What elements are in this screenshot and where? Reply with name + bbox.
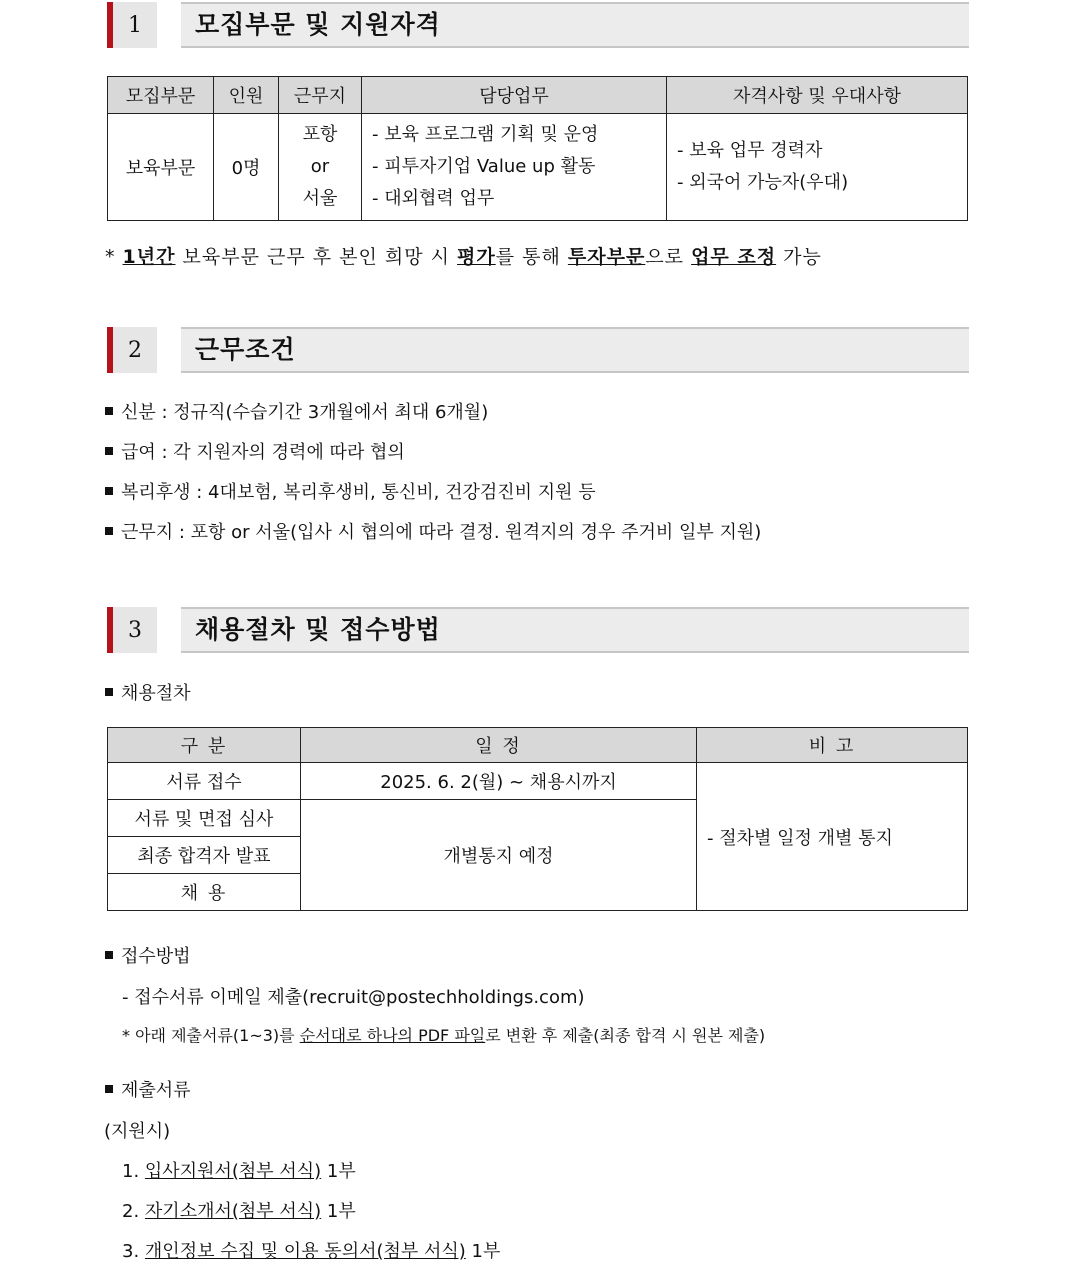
- note-text: 가능: [776, 246, 822, 268]
- section-1-number: 1: [107, 2, 157, 48]
- section-3-bar: [181, 607, 969, 653]
- doc-qty: 1부: [471, 1241, 501, 1262]
- cell-duties: [362, 114, 667, 221]
- method-label-text: 접수방법: [121, 946, 191, 967]
- qualification-item: - 외국어 가능자(우대): [677, 172, 849, 193]
- bullet-square-icon: [105, 447, 113, 455]
- doc-qty: 1부: [326, 1201, 356, 1222]
- step-cell: 서류 접수: [108, 763, 301, 800]
- doc-item: [122, 1157, 356, 1183]
- section-3-title: 채용절차 및 접수방법: [195, 615, 441, 644]
- doc-item: [122, 1237, 500, 1263]
- doc-qty: 1부: [326, 1161, 356, 1182]
- remark-cell: - 절차별 일정 개별 통지: [697, 763, 968, 911]
- condition-item: [105, 438, 405, 464]
- method-note-emphasis: 순서대로 하나의 PDF 파일: [299, 1026, 486, 1045]
- duty-item: - 피투자기업 Value up 활동: [372, 156, 596, 177]
- location-line: or: [310, 156, 330, 177]
- note-duration: 1년간: [122, 246, 176, 268]
- procedure-label: [105, 679, 191, 705]
- cell-count: 0명: [214, 114, 279, 221]
- section-2-title: 근무조건: [195, 335, 296, 364]
- header-category: 구 분: [108, 728, 301, 763]
- section-3-number: 3: [107, 607, 157, 653]
- section-2-header: [107, 327, 969, 373]
- note-text: 를 통해: [495, 246, 568, 268]
- note-adjustment: 업무 조정: [691, 246, 777, 268]
- condition-text: 근무지 : 포항 or 서울(입사 시 협의에 따라 결정. 원격지의 경우 주거비 일부 지원): [121, 522, 762, 543]
- bullet-square-icon: [105, 407, 113, 415]
- header-remark: 비 고: [697, 728, 968, 763]
- schedule-cell: 2025. 6. 2(월) ~ 채용시까지: [301, 763, 697, 800]
- header-duties: 담당업무: [362, 77, 667, 114]
- header-qualifications: 자격사항 및 우대사항: [667, 77, 968, 114]
- condition-item: [105, 398, 488, 424]
- section-2-bar: [181, 327, 969, 373]
- header-location: 근무지: [279, 77, 362, 114]
- bullet-square-icon: [105, 1085, 113, 1093]
- section-1-header: [107, 2, 969, 48]
- bullet-square-icon: [105, 951, 113, 959]
- header-schedule: 일 정: [301, 728, 697, 763]
- condition-text: 급여 : 각 지원자의 경력에 따라 협의: [121, 442, 405, 463]
- condition-item: [105, 518, 761, 544]
- header-count: 인원: [214, 77, 279, 114]
- docs-sub: (지원시): [104, 1121, 171, 1142]
- docs-label: [105, 1076, 191, 1102]
- section-1-bar: [181, 2, 969, 48]
- cell-qualifications: [667, 114, 968, 221]
- procedure-label-text: 채용절차: [121, 683, 191, 704]
- bullet-square-icon: [105, 487, 113, 495]
- step-cell: 채 용: [108, 874, 301, 911]
- header-division: 모집부문: [108, 77, 214, 114]
- doc-name: 개인정보 수집 및 이용 동의서(첨부 서식): [144, 1241, 466, 1262]
- recruitment-table: [107, 76, 968, 221]
- doc-number: 1.: [122, 1161, 140, 1182]
- condition-text: 복리후생 : 4대보험, 복리후생비, 통신비, 건강검진비 지원 등: [121, 482, 596, 503]
- section-3-header: [107, 607, 969, 653]
- condition-item: [105, 478, 596, 504]
- doc-name: 입사지원서(첨부 서식): [144, 1161, 322, 1182]
- duty-item: - 보육 프로그램 기획 및 운영: [372, 124, 599, 145]
- procedure-table: [107, 727, 968, 911]
- condition-text: 신분 : 정규직(수습기간 3개월에서 최대 6개월): [121, 402, 489, 423]
- duty-item: - 대외협력 업무: [372, 188, 495, 209]
- location-line: 서울: [302, 188, 338, 209]
- method-note-text: * 아래 제출서류(1~3)를: [122, 1026, 300, 1045]
- method-line: - 접수서류 이메일 제출(recruit@postechholdings.com): [122, 987, 585, 1008]
- qualification-item: - 보육 업무 경력자: [677, 140, 823, 161]
- method-label: [105, 942, 191, 968]
- bullet-square-icon: [105, 688, 113, 696]
- method-note-text: 로 변환 후 제출(최종 합격 시 원본 제출): [485, 1026, 766, 1045]
- doc-number: 2.: [122, 1201, 140, 1222]
- note-star: *: [105, 246, 116, 268]
- docs-label-text: 제출서류: [121, 1080, 191, 1101]
- cell-location: [279, 114, 362, 221]
- schedule-cell: 개별통지 예정: [301, 800, 697, 911]
- doc-number: 3.: [122, 1241, 140, 1262]
- cell-division: 보육부문: [108, 114, 214, 221]
- note-text: 으로: [645, 246, 692, 268]
- bullet-square-icon: [105, 527, 113, 535]
- step-cell: 최종 합격자 발표: [108, 837, 301, 874]
- step-cell: 서류 및 면접 심사: [108, 800, 301, 837]
- method-note: [122, 1023, 765, 1046]
- doc-name: 자기소개서(첨부 서식): [144, 1201, 322, 1222]
- location-line: 포항: [302, 124, 338, 145]
- transfer-note: [105, 242, 822, 269]
- note-evaluation: 평가: [457, 246, 496, 268]
- doc-item: [122, 1197, 356, 1223]
- note-text: 보육부문 근무 후 본인 희망 시: [175, 246, 458, 268]
- section-1-title: 모집부문 및 지원자격: [195, 10, 441, 39]
- note-investment: 투자부문: [567, 246, 646, 268]
- section-2-number: 2: [107, 327, 157, 373]
